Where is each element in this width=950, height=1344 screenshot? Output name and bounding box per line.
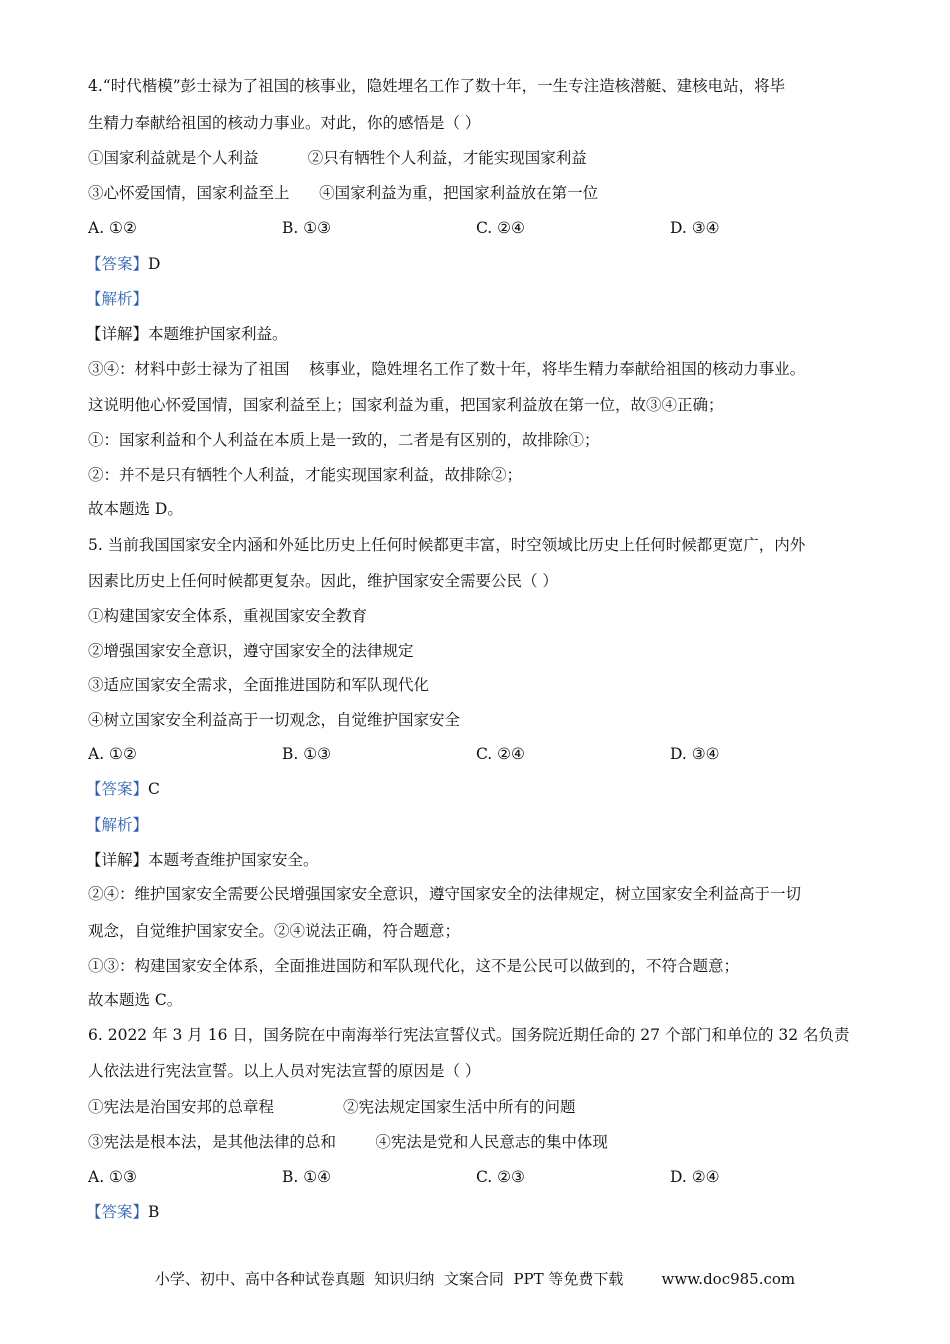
q6-stem-line-1: 6. 2022 年 3 月 16 日，国务院在中南海举行宪法宣誓仪式。国务院近期任命的 27 个部门和单位的 32 名负责 [88, 1026, 850, 1044]
q5-stem-line-1: 5. 当前我国国家安全内涵和外延比历史上任何时候都更丰富，时空领域比历史上任何时候都更宽广，内外 [88, 536, 806, 554]
q4-stem-line-2: 生精力奉献给祖国的核动力事业。对此，你的感悟是（ ） [88, 114, 481, 132]
answer-tag: 【答案】 [86, 255, 149, 273]
q5-choice-3: ③适应国家安全需求，全面推进国防和军队现代化 [88, 676, 430, 694]
q4-detail [86, 324, 288, 344]
q4-option-c: C. ②④ [476, 219, 525, 237]
q5-explanation-3: ①③：构建国家安全体系，全面推进国防和军队现代化，这不是公民可以做到的，不符合题意； [88, 957, 740, 975]
q5-answer [86, 779, 160, 799]
detail-tag: 【详解】 [86, 851, 149, 869]
q6-choices-row-1: ①宪法是治国安邦的总章程 ②宪法规定国家生活中所有的问题 [88, 1098, 576, 1116]
q4-explanation-4: ②：并不是只有牺牲个人利益，才能实现国家利益，故排除②； [88, 466, 523, 484]
q6-option-c: C. ②③ [476, 1168, 525, 1186]
q6-option-a: A. ①③ [88, 1168, 137, 1186]
page-footer: 小学、初中、高中各种试卷真题 知识归纳 文案合同 PPT 等免费下载 www.doc985.com [154, 1270, 796, 1288]
q6-option-d: D. ②④ [670, 1168, 720, 1186]
q4-answer [86, 254, 160, 274]
q6-option-b: B. ①④ [282, 1168, 332, 1186]
q5-detail [86, 850, 319, 870]
q4-conclusion: 故本题选 D。 [88, 500, 183, 518]
q6-stem-line-2: 人依法进行宪法宣誓。以上人员对宪法宣誓的原因是（ ） [88, 1062, 481, 1080]
answer-value: B [148, 1203, 160, 1221]
q4-option-b: B. ①③ [282, 219, 332, 237]
q4-stem-line-1: 4.“时代楷模”彭士禄为了祖国的核事业，隐姓埋名工作了数十年，一生专注造核潜艇、建核电站，将毕 [88, 77, 786, 95]
q4-option-d: D. ③④ [670, 219, 720, 237]
q5-option-c: C. ②④ [476, 745, 525, 763]
q5-option-d: D. ③④ [670, 745, 720, 763]
answer-tag: 【答案】 [86, 780, 149, 798]
q4-explanation-3: ①：国家利益和个人利益在本质上是一致的，二者是有区别的，故排除①； [88, 431, 600, 449]
q5-choice-2: ②增强国家安全意识，遵守国家安全的法律规定 [88, 642, 414, 660]
detail-tag: 【详解】 [86, 325, 149, 343]
answer-tag: 【答案】 [86, 1203, 149, 1221]
q4-explanation-1: ③④：材料中彭士禄为了祖国 核事业，隐姓埋名工作了数十年，将毕生精力奉献给祖国的核动力事业。 [88, 360, 806, 378]
q4-explanation-2: 这说明他心怀爱国情，国家利益至上；国家利益为重，把国家利益放在第一位，故③④正确； [88, 396, 724, 414]
detail-text: 本题维护国家利益。 [148, 325, 288, 343]
q4-analysis-tag: 【解析】 [86, 290, 149, 308]
answer-value: D [148, 255, 161, 273]
q5-option-a: A. ①② [88, 745, 137, 763]
q5-analysis-tag: 【解析】 [86, 816, 149, 834]
q5-stem-line-2: 因素比历史上任何时候都更复杂。因此，维护国家安全需要公民（ ） [88, 572, 558, 590]
q5-choice-1: ①构建国家安全体系，重视国家安全教育 [88, 607, 368, 625]
q4-choices-row-2: ③心怀爱国情，国家利益至上 ④国家利益为重，把国家利益放在第一位 [88, 184, 599, 202]
answer-value: C [148, 780, 160, 798]
q5-conclusion: 故本题选 C。 [88, 991, 183, 1009]
q5-explanation-2: 观念，自觉维护国家安全。②④说法正确，符合题意； [88, 922, 461, 940]
q6-answer [86, 1202, 159, 1222]
q5-option-b: B. ①③ [282, 745, 332, 763]
q6-choices-row-2: ③宪法是根本法，是其他法律的总和 ④宪法是党和人民意志的集中体现 [88, 1133, 608, 1151]
q4-option-a: A. ①② [88, 219, 137, 237]
detail-text: 本题考查维护国家安全。 [148, 851, 319, 869]
q5-explanation-1: ②④：维护国家安全需要公民增强国家安全意识，遵守国家安全的法律规定，树立国家安全利益高于一切 [88, 885, 802, 903]
q4-choices-row-1: ①国家利益就是个人利益 ②只有牺牲个人利益，才能实现国家利益 [88, 149, 587, 167]
q5-choice-4: ④树立国家安全利益高于一切观念，自觉维护国家安全 [88, 711, 461, 729]
